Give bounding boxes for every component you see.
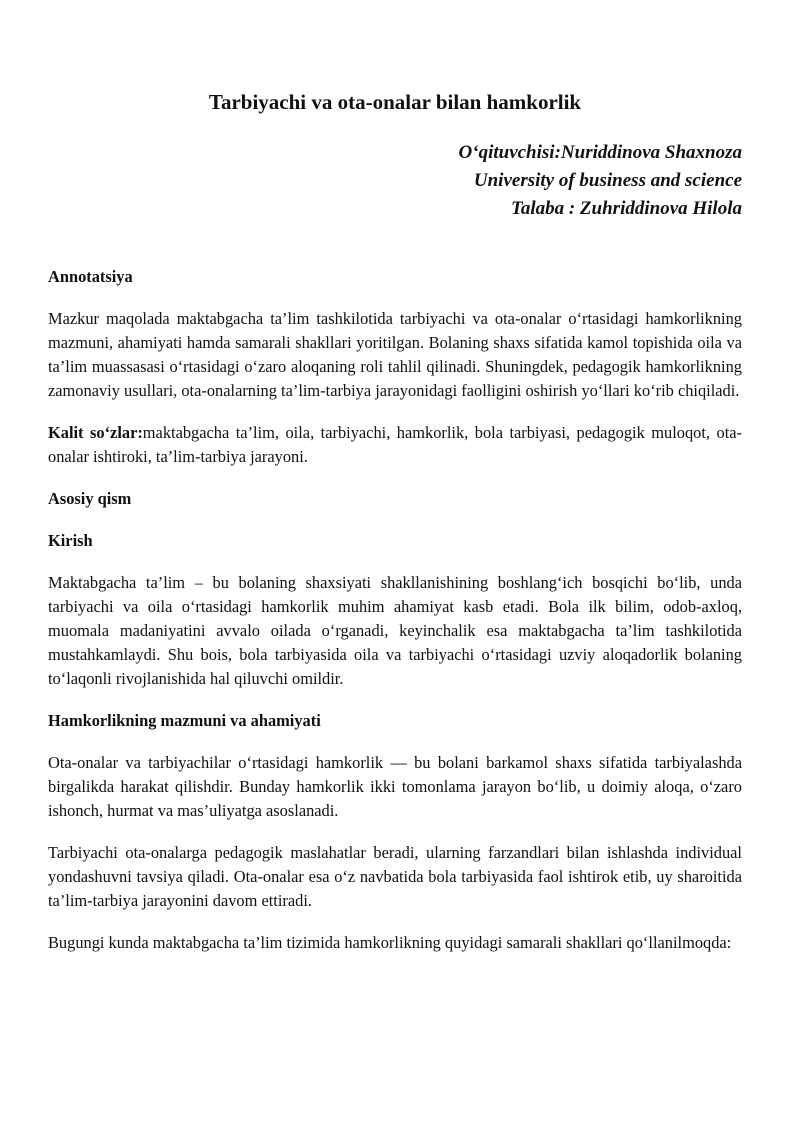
author-block — [459, 139, 742, 223]
keywords-label: Kalit so‘zlar: — [48, 423, 143, 442]
intro-paragraph: Maktabgacha ta’lim – bu bolaning shaxsiyati shakllanishining boshlang‘ich bosqichi bo‘lib, unda tarbiyachi va oila o‘rtasidagi hamkorlik muhim ahamiyat kasb etadi. Bola ilk bilim, odob-axloq, muomala madaniyatini avvalo oilada o‘rganadi, keyinchalik esa maktabgacha ta’lim tashkilotida mustahkamlaydi. Shu bois, bola tarbiyasida oila va tarbiyachi o‘rtasidagi uzviy aloqadorlik bolaning to‘laqonli rivojlanishida hal qiluvchi omildir. — [48, 573, 742, 688]
content-paragraph: Bugungi kunda maktabgacha ta’lim tizimida hamkorlikning quyidagi samarali shakllari qo‘llanilmoqda: — [48, 933, 732, 952]
keywords-paragraph — [48, 421, 742, 469]
main-section-heading: Asosiy qism — [48, 489, 132, 508]
keywords-text: maktabgacha ta’lim, oila, tarbiyachi, hamkorlik, bola tarbiyasi, pedagogik muloqot, ota-onalar ishtiroki, ta’lim-tarbiya jarayoni. — [48, 423, 742, 466]
annotation-heading: Annotatsiya — [48, 267, 133, 286]
student-line: Talaba : Zuhriddinova Hilola — [510, 198, 742, 219]
content-section-heading: Hamkorlikning mazmuni va ahamiyati — [48, 711, 321, 730]
teacher-line: O‘qituvchisi:Nuriddinova Shaxnoza — [458, 142, 742, 163]
document-body — [48, 265, 742, 973]
intro-heading: Kirish — [48, 531, 93, 550]
content-paragraph: Ota-onalar va tarbiyachilar o‘rtasidagi hamkorlik — bu bolani barkamol shaxs sifatida tarbiyalashda birgalikda harakat qilishdir. Bunday hamkorlik ikki tomonlama jarayon bo‘lib, u doimiy aloqa, o‘zaro ishonch, hurmat va mas’uliyatga asoslanadi. — [48, 753, 742, 820]
content-paragraph: Tarbiyachi ota-onalarga pedagogik maslahatlar beradi, ularning farzandlari bilan ishlashda individual yondashuvni tavsiya qiladi. Ota-onalar esa o‘z navbatida bola tarbiyasida faol ishtirok etib, uy sharoitida ta’lim-tarbiya jarayonini davom ettiradi. — [48, 843, 742, 910]
document-title: Tarbiyachi va ota-onalar bilan hamkorlik — [208, 90, 582, 114]
annotation-paragraph: Mazkur maqolada maktabgacha ta’lim tashkilotida tarbiyachi va ota-onalar o‘rtasidagi hamkorlikning mazmuni, ahamiyati hamda samarali shakllari yoritilgan. Bolaning shaxs sifatida kamol topishida oila va ta’lim muassasasi o‘rtasidagi o‘zaro aloqaning roli tahlil qilinadi. Shuningdek, pedagogik hamkorlikning zamonaviy usullari, ota-onalarning ta’lim-tarbiya jarayonidagi faolligini oshirish yo‘llari ko‘rib chiqiladi. — [48, 309, 742, 400]
university-line: University of business and science — [473, 170, 742, 191]
